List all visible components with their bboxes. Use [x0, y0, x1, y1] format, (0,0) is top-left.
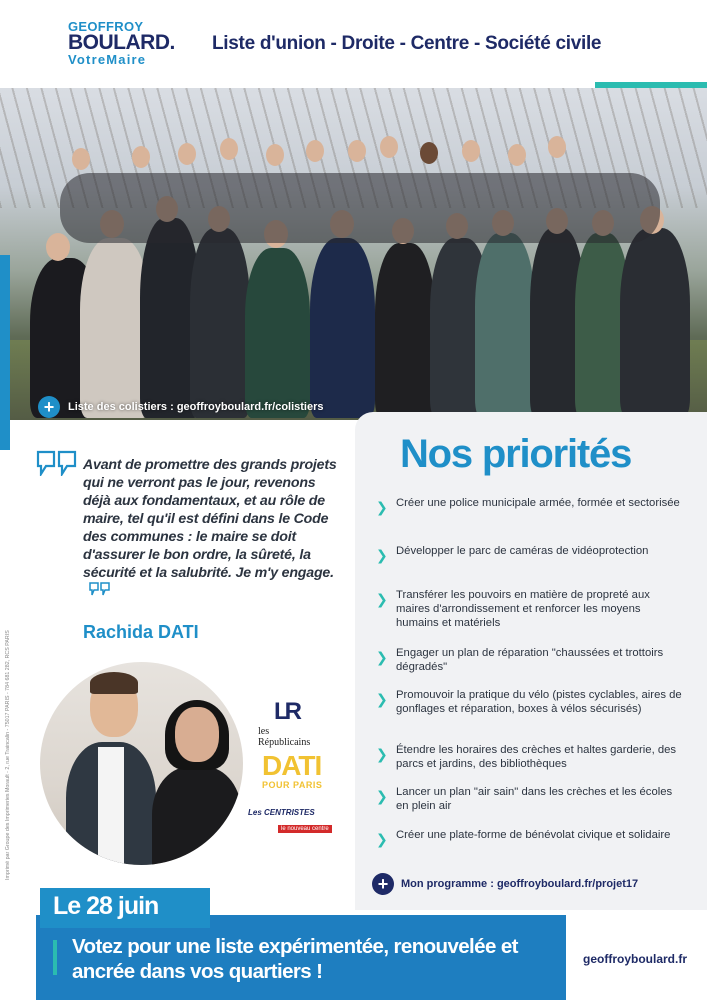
vote-accent-bar	[53, 940, 57, 975]
priority-item	[376, 544, 686, 588]
logo-subtitle: VotreMaire	[68, 52, 147, 67]
printer-note: Imprimé par Groupe des Imprimeries Morault - 2, rue Traincalin - 75017 PARIS - 784 681 282, RCS PARIS	[5, 630, 11, 880]
quote-open-icon	[36, 450, 78, 481]
nouveau-centre-name: le nouveau centre	[278, 825, 332, 833]
chevron-right-icon: ❯	[376, 547, 388, 563]
colistiers-link-text: Liste des colistiers : geoffroyboulard.fr/colistiers	[68, 401, 324, 413]
quote-close-icon	[89, 582, 111, 601]
priority-text: Engager un plan de réparation "chaussées et trottoirs dégradés"	[396, 647, 664, 673]
dati-logo-name: DATI	[262, 750, 322, 781]
centristes-logo	[248, 808, 332, 835]
priority-item	[376, 785, 686, 828]
dati-logo-sub: POUR PARIS	[262, 780, 323, 790]
portrait-woman-body	[152, 767, 242, 865]
portrait-man-shirt	[98, 747, 124, 865]
priority-text: Promouvoir la pratique du vélo (pistes cyclables, aires de gonflages et réparation, boxes à vélos sécurisés)	[396, 689, 682, 715]
header	[0, 0, 707, 88]
plus-icon: +	[38, 396, 60, 418]
group-photo	[0, 88, 707, 420]
chevron-right-icon: ❯	[376, 831, 388, 847]
portrait-man-hair	[90, 672, 138, 694]
les-republicains-logo	[258, 698, 328, 748]
date-box	[40, 888, 210, 928]
chevron-right-icon: ❯	[376, 649, 388, 665]
photo-people	[20, 118, 700, 418]
chevron-right-icon: ❯	[376, 499, 388, 515]
logo	[68, 20, 178, 67]
quote-author: Rachida DATI	[83, 622, 199, 642]
priority-text: Créer une police municipale armée, formée et sectorisée	[396, 497, 680, 509]
candidates-portrait	[40, 662, 243, 865]
priority-item	[376, 588, 686, 646]
dati-pour-paris-logo	[262, 752, 322, 790]
priority-text: Lancer un plan "air sain" dans les crèches et les écoles en plein air	[396, 786, 673, 812]
priority-text: Étendre les horaires des crèches et haltes garderie, des parcs et jardins, des bibliothèques	[396, 744, 677, 770]
priority-item	[376, 828, 686, 868]
left-accent-bar	[0, 255, 10, 450]
priority-text: Développer le parc de caméras de vidéoprotection	[396, 545, 649, 557]
plus-icon: +	[372, 873, 394, 895]
lr-name-2: Républicains	[258, 737, 311, 748]
priority-text: Créer une plate-forme de bénévolat civique et solidaire	[396, 829, 671, 841]
vote-slogan: Votez pour une liste expérimentée, renouvelée et ancrée dans vos quartiers !	[72, 935, 518, 983]
chevron-right-icon: ❯	[376, 788, 388, 804]
centristes-name: Les CENTRISTES	[248, 808, 315, 817]
quote-block	[83, 456, 343, 601]
lr-mark: LR	[274, 698, 298, 725]
website-link[interactable]: geoffroyboulard.fr	[583, 952, 687, 966]
portrait-woman-head	[175, 707, 219, 762]
logo-lastname: BOULARD.	[68, 31, 175, 54]
program-link-text: Mon programme : geoffroyboulard.fr/projet17	[401, 878, 639, 890]
chevron-right-icon: ❯	[376, 691, 388, 707]
logo-firstname: GEOFFROY	[68, 19, 144, 34]
chevron-right-icon: ❯	[376, 591, 388, 607]
quote-text: Avant de promettre des grands projets qui ne verront pas le jour, revenons déjà aux fondamentaux, et au rôle de maire, tel qu'il est défini dans le Code des communes : le maire se doit d'assurer le bon ordre, la sûreté, la sécurité et la salubrité. Je m'y engage.	[83, 457, 337, 581]
tagline: Liste d'union - Droite - Centre - Société civile	[212, 33, 602, 54]
priority-item	[376, 496, 686, 544]
lr-name-1: les	[258, 726, 270, 737]
colistiers-link[interactable]	[38, 396, 324, 418]
program-link[interactable]	[372, 873, 638, 895]
priority-item	[376, 743, 686, 785]
priority-text: Transférer les pouvoirs en matière de propreté aux maires d'arrondissement et renforcer les moyens humains et matériels	[396, 589, 650, 629]
priority-item	[376, 646, 686, 688]
priority-item	[376, 688, 686, 743]
priorities-list	[376, 496, 686, 868]
priorities-title: Nos priorités	[400, 432, 632, 476]
chevron-right-icon: ❯	[376, 746, 388, 762]
election-date: Le 28 juin	[53, 892, 159, 920]
